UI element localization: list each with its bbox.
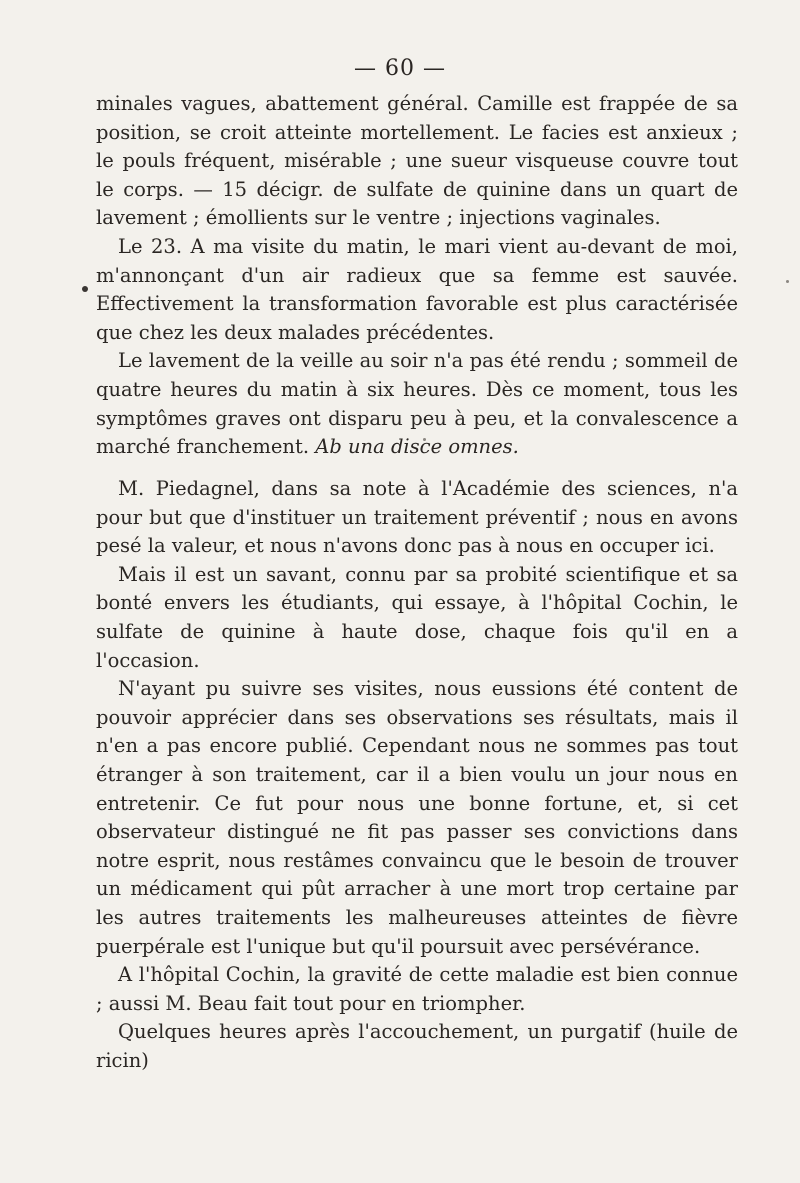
paragraph: A l'hôpital Cochin, la gravité de cette maladie est bien connue ; aussi M. Beau fait tout pour en triompher. <box>96 963 738 1015</box>
ink-speck <box>786 280 789 283</box>
page-number: — 60 — <box>354 56 446 81</box>
paragraph: M. Piedagnel, dans sa note à l'Académie des sciences, n'a pour but que d'instituer un traitement préventif ; nous en avons pesé la valeur, et nous n'avons donc pas à nous en occuper ici. <box>96 477 738 558</box>
paragraph-text: Le lavement de la veille au soir n'a pas été rendu ; sommeil de quatre heures du matin à six heures. Dès ce moment, tous les symptômes graves ont disparu peu à peu, et la convalescence a marché franchement. <box>96 349 738 459</box>
text-section-2 <box>96 475 738 1075</box>
paragraph: Le 23. A ma visite du matin, le mari vient au-devant de moi, m'annonçant d'un air radieux que sa femme est sauvée. Effectivement la transformation favorable est plus caractérisée que chez les deux malades précédentes. <box>96 234 738 344</box>
paragraph: Mais il est un savant, connu par sa probité scientifique et sa bonté envers les étudiants, qui essaye, à l'hôpital Cochin, le sulfate de quinine à haute dose, chaque fois qu'il en a l'occasion. <box>96 562 738 672</box>
latin-phrase: Ab una disce omnes. <box>315 435 519 459</box>
paragraph <box>96 347 738 461</box>
margin-ink-mark <box>82 286 88 292</box>
paragraph: minales vagues, abattement général. Camille est frappée de sa position, se croit atteinte mortellement. Le facies est anxieux ; le pouls fréquent, misérable ; une sueur visqueuse couvre tout le corps. — 15 décigr. de sulfate de quinine dans un quart de lavement ; émollients sur le ventre ; injections vaginales. <box>96 92 738 230</box>
text-section-1 <box>96 90 738 462</box>
paragraph: N'ayant pu suivre ses visites, nous eussions été content de pouvoir apprécier dans ses observations ses résultats, mais il n'en a pas encore publié. Cependant nous ne sommes pas tout étranger à son traitement, car il a bien voulu un jour nous en entretenir. Ce fut pour nous une bonne fortune, et, si cet observateur distingué ne fit pas passer ses convictions dans notre esprit, nous restâmes convaincu que le besoin de trouver un médicament qui pût arracher à une mort trop certaine par les autres traitements les malheureuses atteintes de fièvre puerpérale est l'unique but qu'il poursuit avec persévérance. <box>96 677 738 958</box>
paragraph: Quelques heures après l'accouchement, un purgatif (huile de ricin) <box>96 1020 738 1072</box>
